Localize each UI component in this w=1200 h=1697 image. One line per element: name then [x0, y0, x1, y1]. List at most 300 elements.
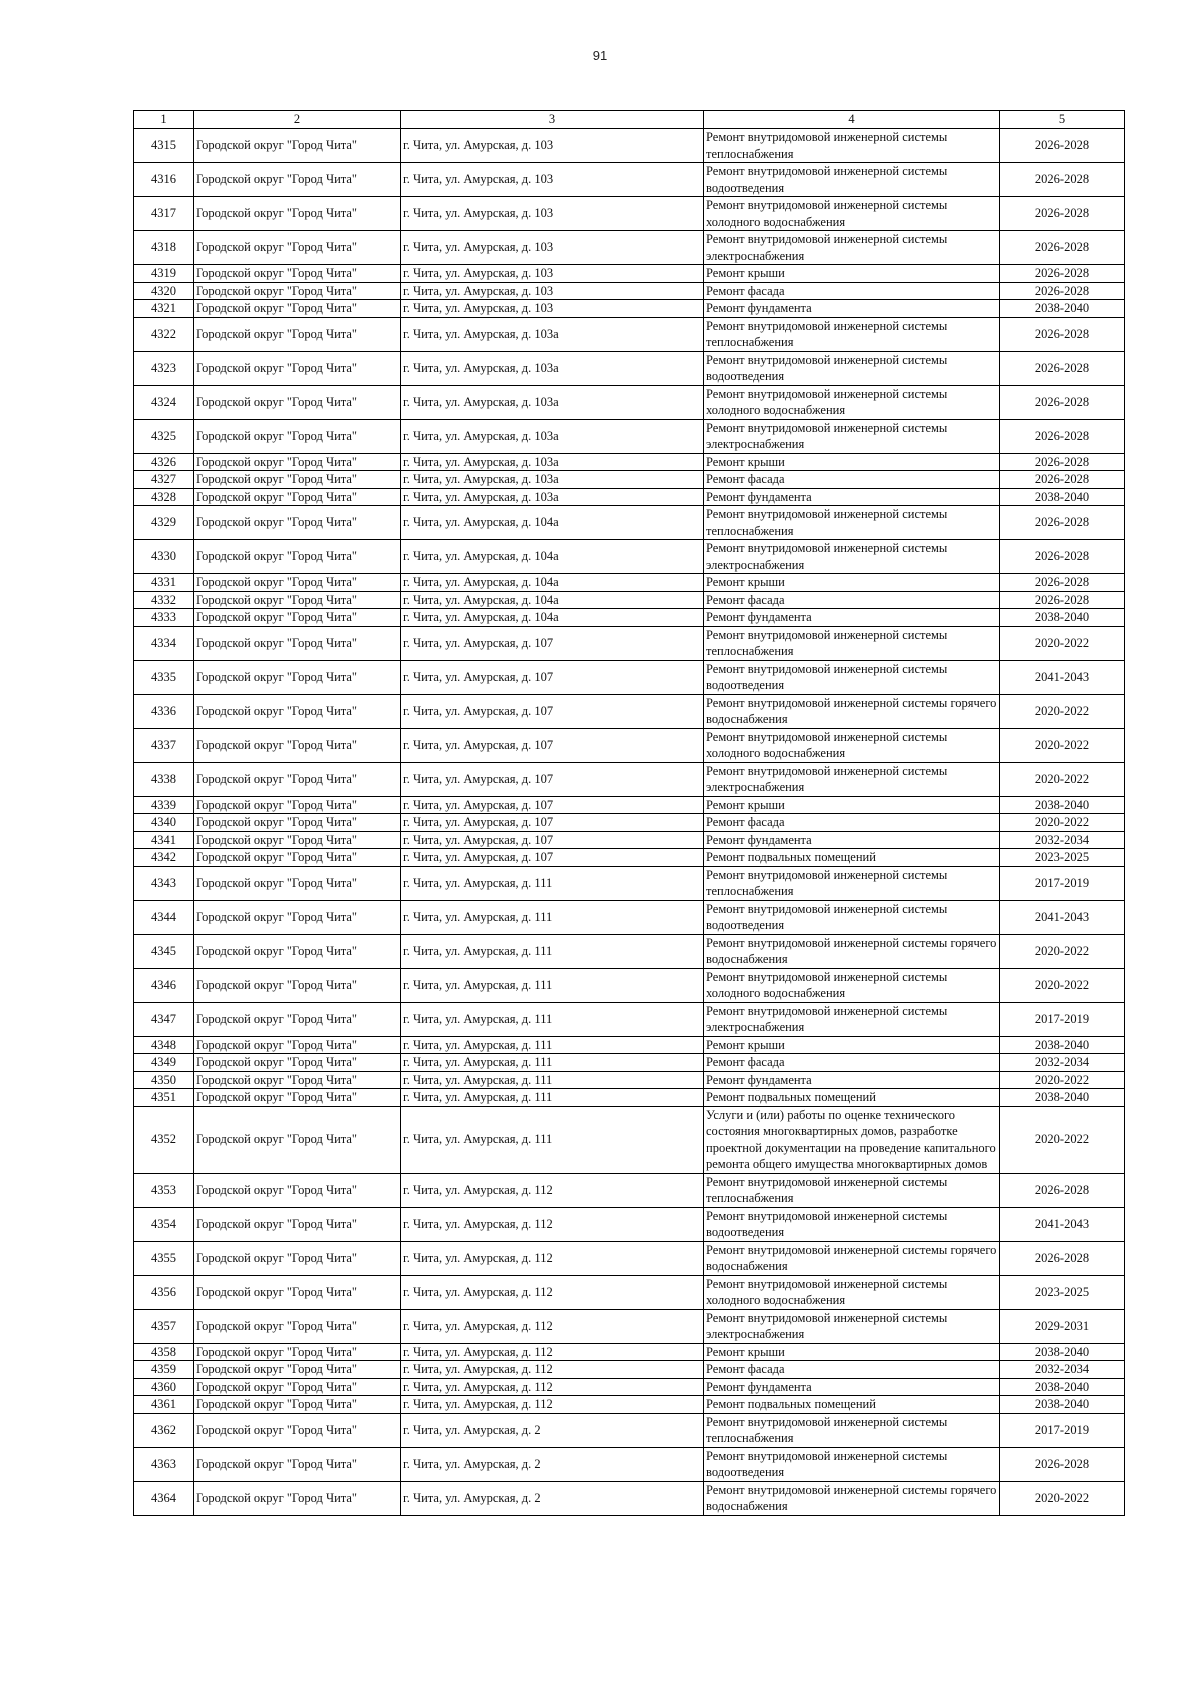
municipality-cell: Городской округ "Город Чита": [194, 1481, 401, 1515]
column-header-address: 3: [401, 111, 704, 129]
row-number-cell: 4348: [134, 1036, 194, 1054]
address-cell: г. Чита, ул. Амурская, д. 111: [401, 900, 704, 934]
period-cell: 2017-2019: [1000, 1002, 1125, 1036]
address-cell: г. Чита, ул. Амурская, д. 111: [401, 1054, 704, 1072]
row-number-cell: 4326: [134, 453, 194, 471]
period-cell: 2041-2043: [1000, 900, 1125, 934]
row-number-cell: 4325: [134, 419, 194, 453]
municipality-cell: Городской округ "Город Чита": [194, 796, 401, 814]
address-cell: г. Чита, ул. Амурская, д. 112: [401, 1173, 704, 1207]
table-row: [134, 129, 1125, 163]
address-cell: г. Чита, ул. Амурская, д. 112: [401, 1241, 704, 1275]
work-type-cell: Ремонт внутридомовой инженерной системы водоотведения: [704, 351, 1000, 385]
row-number-cell: 4316: [134, 163, 194, 197]
period-cell: 2026-2028: [1000, 351, 1125, 385]
row-number-cell: 4343: [134, 866, 194, 900]
work-type-cell: Ремонт подвальных помещений: [704, 1089, 1000, 1107]
table-row: [134, 300, 1125, 318]
municipality-cell: Городской округ "Город Чита": [194, 471, 401, 489]
work-type-cell: Ремонт внутридомовой инженерной системы холодного водоснабжения: [704, 385, 1000, 419]
row-number-cell: 4328: [134, 488, 194, 506]
table-row: [134, 385, 1125, 419]
municipality-cell: Городской округ "Город Чита": [194, 300, 401, 318]
table-row: [134, 762, 1125, 796]
table-row: [134, 265, 1125, 283]
row-number-cell: 4320: [134, 282, 194, 300]
row-number-cell: 4318: [134, 231, 194, 265]
table-header-row: [134, 111, 1125, 129]
municipality-cell: Городской округ "Город Чита": [194, 265, 401, 283]
table-row: [134, 591, 1125, 609]
address-cell: г. Чита, ул. Амурская, д. 111: [401, 934, 704, 968]
table-row: [134, 317, 1125, 351]
period-cell: 2032-2034: [1000, 1361, 1125, 1379]
row-number-cell: 4321: [134, 300, 194, 318]
period-cell: 2029-2031: [1000, 1309, 1125, 1343]
address-cell: г. Чита, ул. Амурская, д. 104а: [401, 574, 704, 592]
municipality-cell: Городской округ "Город Чита": [194, 762, 401, 796]
table-row: [134, 1241, 1125, 1275]
row-number-cell: 4331: [134, 574, 194, 592]
table-row: [134, 1396, 1125, 1414]
row-number-cell: 4319: [134, 265, 194, 283]
municipality-cell: Городской округ "Город Чита": [194, 900, 401, 934]
work-type-cell: Ремонт внутридомовой инженерной системы теплоснабжения: [704, 129, 1000, 163]
address-cell: г. Чита, ул. Амурская, д. 112: [401, 1396, 704, 1414]
period-cell: 2026-2028: [1000, 163, 1125, 197]
municipality-cell: Городской округ "Город Чита": [194, 934, 401, 968]
address-cell: г. Чита, ул. Амурская, д. 2: [401, 1447, 704, 1481]
column-header-work: 4: [704, 111, 1000, 129]
municipality-cell: Городской округ "Город Чита": [194, 968, 401, 1002]
row-number-cell: 4330: [134, 540, 194, 574]
work-type-cell: Ремонт внутридомовой инженерной системы электроснабжения: [704, 231, 1000, 265]
work-type-cell: Ремонт внутридомовой инженерной системы теплоснабжения: [704, 626, 1000, 660]
row-number-cell: 4360: [134, 1378, 194, 1396]
period-cell: 2020-2022: [1000, 1481, 1125, 1515]
work-type-cell: Ремонт фасада: [704, 282, 1000, 300]
work-type-cell: Ремонт крыши: [704, 574, 1000, 592]
period-cell: 2026-2028: [1000, 453, 1125, 471]
period-cell: 2023-2025: [1000, 1275, 1125, 1309]
work-type-cell: Ремонт фундамента: [704, 488, 1000, 506]
address-cell: г. Чита, ул. Амурская, д. 2: [401, 1481, 704, 1515]
address-cell: г. Чита, ул. Амурская, д. 103а: [401, 317, 704, 351]
work-type-cell: Ремонт крыши: [704, 1036, 1000, 1054]
municipality-cell: Городской округ "Город Чита": [194, 506, 401, 540]
address-cell: г. Чита, ул. Амурская, д. 112: [401, 1207, 704, 1241]
row-number-cell: 4336: [134, 694, 194, 728]
period-cell: 2026-2028: [1000, 231, 1125, 265]
address-cell: г. Чита, ул. Амурская, д. 103: [401, 163, 704, 197]
work-type-cell: Ремонт внутридомовой инженерной системы водоотведения: [704, 900, 1000, 934]
address-cell: г. Чита, ул. Амурская, д. 107: [401, 831, 704, 849]
work-type-cell: Ремонт внутридомовой инженерной системы холодного водоснабжения: [704, 1275, 1000, 1309]
work-type-cell: Ремонт внутридомовой инженерной системы электроснабжения: [704, 1002, 1000, 1036]
work-type-cell: Ремонт внутридомовой инженерной системы водоотведения: [704, 1207, 1000, 1241]
address-cell: г. Чита, ул. Амурская, д. 103: [401, 197, 704, 231]
period-cell: 2038-2040: [1000, 1089, 1125, 1107]
table-row: [134, 814, 1125, 832]
table-row: [134, 231, 1125, 265]
municipality-cell: Городской округ "Город Чита": [194, 831, 401, 849]
municipality-cell: Городской округ "Город Чита": [194, 385, 401, 419]
row-number-cell: 4334: [134, 626, 194, 660]
period-cell: 2017-2019: [1000, 866, 1125, 900]
work-type-cell: Ремонт подвальных помещений: [704, 849, 1000, 867]
table-row: [134, 660, 1125, 694]
page-number: 91: [592, 48, 608, 63]
table-row: [134, 1361, 1125, 1379]
address-cell: г. Чита, ул. Амурская, д. 107: [401, 660, 704, 694]
address-cell: г. Чита, ул. Амурская, д. 111: [401, 1106, 704, 1173]
period-cell: 2032-2034: [1000, 831, 1125, 849]
period-cell: 2041-2043: [1000, 1207, 1125, 1241]
address-cell: г. Чита, ул. Амурская, д. 112: [401, 1275, 704, 1309]
municipality-cell: Городской округ "Город Чита": [194, 866, 401, 900]
municipality-cell: Городской округ "Город Чита": [194, 1447, 401, 1481]
table-row: [134, 1089, 1125, 1107]
table-row: [134, 968, 1125, 1002]
address-cell: г. Чита, ул. Амурская, д. 103а: [401, 453, 704, 471]
municipality-cell: Городской округ "Город Чита": [194, 1071, 401, 1089]
work-type-cell: Ремонт внутридомовой инженерной системы электроснабжения: [704, 762, 1000, 796]
work-type-cell: Ремонт внутридомовой инженерной системы теплоснабжения: [704, 866, 1000, 900]
row-number-cell: 4347: [134, 1002, 194, 1036]
period-cell: 2038-2040: [1000, 488, 1125, 506]
period-cell: 2026-2028: [1000, 197, 1125, 231]
table-row: [134, 934, 1125, 968]
municipality-cell: Городской округ "Город Чита": [194, 694, 401, 728]
address-cell: г. Чита, ул. Амурская, д. 104а: [401, 540, 704, 574]
work-type-cell: Ремонт крыши: [704, 1343, 1000, 1361]
row-number-cell: 4357: [134, 1309, 194, 1343]
period-cell: 2032-2034: [1000, 1054, 1125, 1072]
table-row: [134, 1071, 1125, 1089]
row-number-cell: 4335: [134, 660, 194, 694]
work-type-cell: Ремонт фасада: [704, 1054, 1000, 1072]
row-number-cell: 4350: [134, 1071, 194, 1089]
period-cell: 2026-2028: [1000, 282, 1125, 300]
period-cell: 2026-2028: [1000, 265, 1125, 283]
address-cell: г. Чита, ул. Амурская, д. 107: [401, 762, 704, 796]
address-cell: г. Чита, ул. Амурская, д. 107: [401, 796, 704, 814]
period-cell: 2026-2028: [1000, 129, 1125, 163]
period-cell: 2026-2028: [1000, 506, 1125, 540]
row-number-cell: 4342: [134, 849, 194, 867]
period-cell: 2020-2022: [1000, 626, 1125, 660]
address-cell: г. Чита, ул. Амурская, д. 103: [401, 300, 704, 318]
table-row: [134, 831, 1125, 849]
municipality-cell: Городской округ "Город Чита": [194, 660, 401, 694]
address-cell: г. Чита, ул. Амурская, д. 103а: [401, 351, 704, 385]
period-cell: 2020-2022: [1000, 694, 1125, 728]
address-cell: г. Чита, ул. Амурская, д. 107: [401, 626, 704, 660]
period-cell: 2020-2022: [1000, 814, 1125, 832]
table-row: [134, 197, 1125, 231]
address-cell: г. Чита, ул. Амурская, д. 104а: [401, 506, 704, 540]
address-cell: г. Чита, ул. Амурская, д. 103: [401, 282, 704, 300]
municipality-cell: Городской округ "Город Чита": [194, 609, 401, 627]
table-row: [134, 1106, 1125, 1173]
table-row: [134, 1447, 1125, 1481]
row-number-cell: 4346: [134, 968, 194, 1002]
work-type-cell: Ремонт внутридомовой инженерной системы электроснабжения: [704, 419, 1000, 453]
period-cell: 2026-2028: [1000, 385, 1125, 419]
row-number-cell: 4352: [134, 1106, 194, 1173]
work-type-cell: Ремонт фасада: [704, 1361, 1000, 1379]
table-row: [134, 1054, 1125, 1072]
row-number-cell: 4332: [134, 591, 194, 609]
municipality-cell: Городской округ "Город Чита": [194, 1396, 401, 1414]
municipality-cell: Городской округ "Город Чита": [194, 197, 401, 231]
work-type-cell: Ремонт внутридомовой инженерной системы теплоснабжения: [704, 1413, 1000, 1447]
work-type-cell: Ремонт фасада: [704, 471, 1000, 489]
period-cell: 2020-2022: [1000, 728, 1125, 762]
row-number-cell: 4322: [134, 317, 194, 351]
row-number-cell: 4327: [134, 471, 194, 489]
table-row: [134, 849, 1125, 867]
work-type-cell: Ремонт фундамента: [704, 831, 1000, 849]
period-cell: 2026-2028: [1000, 419, 1125, 453]
table-row: [134, 1343, 1125, 1361]
table-row: [134, 419, 1125, 453]
period-cell: 2038-2040: [1000, 1396, 1125, 1414]
table-row: [134, 1173, 1125, 1207]
address-cell: г. Чита, ул. Амурская, д. 111: [401, 968, 704, 1002]
row-number-cell: 4329: [134, 506, 194, 540]
work-type-cell: Ремонт фасада: [704, 814, 1000, 832]
row-number-cell: 4358: [134, 1343, 194, 1361]
municipality-cell: Городской округ "Город Чита": [194, 282, 401, 300]
work-type-cell: Ремонт внутридомовой инженерной системы горячего водоснабжения: [704, 1241, 1000, 1275]
municipality-cell: Городской округ "Город Чита": [194, 574, 401, 592]
period-cell: 2038-2040: [1000, 300, 1125, 318]
address-cell: г. Чита, ул. Амурская, д. 111: [401, 1089, 704, 1107]
period-cell: 2038-2040: [1000, 1036, 1125, 1054]
municipality-cell: Городской округ "Город Чита": [194, 419, 401, 453]
period-cell: 2026-2028: [1000, 540, 1125, 574]
work-type-cell: Ремонт внутридомовой инженерной системы теплоснабжения: [704, 317, 1000, 351]
work-type-cell: Ремонт внутридомовой инженерной системы холодного водоснабжения: [704, 728, 1000, 762]
address-cell: г. Чита, ул. Амурская, д. 103а: [401, 471, 704, 489]
row-number-cell: 4359: [134, 1361, 194, 1379]
municipality-cell: Городской округ "Город Чита": [194, 1413, 401, 1447]
work-type-cell: Ремонт фундамента: [704, 609, 1000, 627]
table-row: [134, 1275, 1125, 1309]
address-cell: г. Чита, ул. Амурская, д. 107: [401, 694, 704, 728]
address-cell: г. Чита, ул. Амурская, д. 104а: [401, 609, 704, 627]
municipality-cell: Городской округ "Город Чита": [194, 814, 401, 832]
table-row: [134, 900, 1125, 934]
column-header-number: 1: [134, 111, 194, 129]
table-row: [134, 1413, 1125, 1447]
municipality-cell: Городской округ "Город Чита": [194, 626, 401, 660]
address-cell: г. Чита, ул. Амурская, д. 103а: [401, 488, 704, 506]
table-row: [134, 351, 1125, 385]
period-cell: 2026-2028: [1000, 317, 1125, 351]
row-number-cell: 4317: [134, 197, 194, 231]
row-number-cell: 4354: [134, 1207, 194, 1241]
table-row: [134, 471, 1125, 489]
table-row: [134, 163, 1125, 197]
municipality-cell: Городской округ "Город Чита": [194, 231, 401, 265]
period-cell: 2026-2028: [1000, 574, 1125, 592]
period-cell: 2017-2019: [1000, 1413, 1125, 1447]
table-row: [134, 540, 1125, 574]
municipality-cell: Городской округ "Город Чита": [194, 728, 401, 762]
address-cell: г. Чита, ул. Амурская, д. 107: [401, 814, 704, 832]
municipality-cell: Городской округ "Город Чита": [194, 1173, 401, 1207]
work-type-cell: Ремонт внутридомовой инженерной системы электроснабжения: [704, 1309, 1000, 1343]
column-header-period: 5: [1000, 111, 1125, 129]
row-number-cell: 4349: [134, 1054, 194, 1072]
municipality-cell: Городской округ "Город Чита": [194, 1054, 401, 1072]
municipality-cell: Городской округ "Город Чита": [194, 1106, 401, 1173]
period-cell: 2026-2028: [1000, 1447, 1125, 1481]
municipality-cell: Городской округ "Город Чита": [194, 1207, 401, 1241]
municipality-cell: Городской округ "Город Чита": [194, 1275, 401, 1309]
address-cell: г. Чита, ул. Амурская, д. 111: [401, 1071, 704, 1089]
work-type-cell: Ремонт внутридомовой инженерной системы водоотведения: [704, 163, 1000, 197]
work-type-cell: Ремонт внутридомовой инженерной системы водоотведения: [704, 660, 1000, 694]
table-body: [134, 129, 1125, 1516]
table-row: [134, 1481, 1125, 1515]
row-number-cell: 4333: [134, 609, 194, 627]
address-cell: г. Чита, ул. Амурская, д. 112: [401, 1343, 704, 1361]
period-cell: 2041-2043: [1000, 660, 1125, 694]
table-row: [134, 796, 1125, 814]
municipality-cell: Городской округ "Город Чита": [194, 1361, 401, 1379]
table-row: [134, 626, 1125, 660]
address-cell: г. Чита, ул. Амурская, д. 111: [401, 1002, 704, 1036]
municipality-cell: Городской округ "Город Чита": [194, 163, 401, 197]
period-cell: 2038-2040: [1000, 1378, 1125, 1396]
work-type-cell: Ремонт фундамента: [704, 1071, 1000, 1089]
address-cell: г. Чита, ул. Амурская, д. 112: [401, 1309, 704, 1343]
row-number-cell: 4356: [134, 1275, 194, 1309]
address-cell: г. Чита, ул. Амурская, д. 112: [401, 1378, 704, 1396]
address-cell: г. Чита, ул. Амурская, д. 107: [401, 849, 704, 867]
row-number-cell: 4345: [134, 934, 194, 968]
address-cell: г. Чита, ул. Амурская, д. 103: [401, 265, 704, 283]
row-number-cell: 4355: [134, 1241, 194, 1275]
municipality-cell: Городской округ "Город Чита": [194, 1343, 401, 1361]
work-type-cell: Ремонт фундамента: [704, 1378, 1000, 1396]
period-cell: 2026-2028: [1000, 1173, 1125, 1207]
work-type-cell: Ремонт крыши: [704, 796, 1000, 814]
address-cell: г. Чита, ул. Амурская, д. 112: [401, 1361, 704, 1379]
row-number-cell: 4364: [134, 1481, 194, 1515]
address-cell: г. Чита, ул. Амурская, д. 107: [401, 728, 704, 762]
work-type-cell: Ремонт внутридомовой инженерной системы холодного водоснабжения: [704, 197, 1000, 231]
table-row: [134, 282, 1125, 300]
work-type-cell: Ремонт крыши: [704, 265, 1000, 283]
work-type-cell: Ремонт внутридомовой инженерной системы горячего водоснабжения: [704, 934, 1000, 968]
work-type-cell: Ремонт крыши: [704, 453, 1000, 471]
municipality-cell: Городской округ "Город Чита": [194, 351, 401, 385]
table-row: [134, 1309, 1125, 1343]
municipality-cell: Городской округ "Город Чита": [194, 1002, 401, 1036]
address-cell: г. Чита, ул. Амурская, д. 103а: [401, 419, 704, 453]
row-number-cell: 4362: [134, 1413, 194, 1447]
municipality-cell: Городской округ "Город Чита": [194, 453, 401, 471]
work-type-cell: Услуги и (или) работы по оценке технического состояния многоквартирных домов, разработке проектной документации на проведение капитального ремонта общего имущества многоквартирных домов: [704, 1106, 1000, 1173]
period-cell: 2038-2040: [1000, 609, 1125, 627]
municipality-cell: Городской округ "Город Чита": [194, 1241, 401, 1275]
municipality-cell: Городской округ "Город Чита": [194, 129, 401, 163]
address-cell: г. Чита, ул. Амурская, д. 104а: [401, 591, 704, 609]
municipality-cell: Городской округ "Город Чита": [194, 1036, 401, 1054]
works-table: [133, 110, 1125, 1516]
row-number-cell: 4351: [134, 1089, 194, 1107]
address-cell: г. Чита, ул. Амурская, д. 111: [401, 866, 704, 900]
period-cell: 2020-2022: [1000, 934, 1125, 968]
work-type-cell: Ремонт внутридомовой инженерной системы водоотведения: [704, 1447, 1000, 1481]
table-row: [134, 453, 1125, 471]
row-number-cell: 4341: [134, 831, 194, 849]
table-row: [134, 728, 1125, 762]
address-cell: г. Чита, ул. Амурская, д. 2: [401, 1413, 704, 1447]
row-number-cell: 4353: [134, 1173, 194, 1207]
row-number-cell: 4323: [134, 351, 194, 385]
work-type-cell: Ремонт внутридомовой инженерной системы горячего водоснабжения: [704, 694, 1000, 728]
municipality-cell: Городской округ "Город Чита": [194, 1309, 401, 1343]
table-row: [134, 694, 1125, 728]
municipality-cell: Городской округ "Город Чита": [194, 317, 401, 351]
table-row: [134, 488, 1125, 506]
row-number-cell: 4344: [134, 900, 194, 934]
period-cell: 2026-2028: [1000, 1241, 1125, 1275]
table-row: [134, 506, 1125, 540]
row-number-cell: 4315: [134, 129, 194, 163]
municipality-cell: Городской округ "Город Чита": [194, 488, 401, 506]
period-cell: 2020-2022: [1000, 762, 1125, 796]
address-cell: г. Чита, ул. Амурская, д. 111: [401, 1036, 704, 1054]
period-cell: 2038-2040: [1000, 796, 1125, 814]
table-row: [134, 1036, 1125, 1054]
period-cell: 2026-2028: [1000, 471, 1125, 489]
table-row: [134, 1378, 1125, 1396]
municipality-cell: Городской округ "Город Чита": [194, 540, 401, 574]
table-row: [134, 574, 1125, 592]
address-cell: г. Чита, ул. Амурская, д. 103а: [401, 385, 704, 419]
work-type-cell: Ремонт фундамента: [704, 300, 1000, 318]
period-cell: 2020-2022: [1000, 968, 1125, 1002]
period-cell: 2026-2028: [1000, 591, 1125, 609]
row-number-cell: 4324: [134, 385, 194, 419]
address-cell: г. Чита, ул. Амурская, д. 103: [401, 129, 704, 163]
row-number-cell: 4340: [134, 814, 194, 832]
table-row: [134, 866, 1125, 900]
work-type-cell: Ремонт внутридомовой инженерной системы электроснабжения: [704, 540, 1000, 574]
address-cell: г. Чита, ул. Амурская, д. 103: [401, 231, 704, 265]
work-type-cell: Ремонт внутридомовой инженерной системы теплоснабжения: [704, 1173, 1000, 1207]
period-cell: 2038-2040: [1000, 1343, 1125, 1361]
row-number-cell: 4338: [134, 762, 194, 796]
period-cell: 2023-2025: [1000, 849, 1125, 867]
period-cell: 2020-2022: [1000, 1071, 1125, 1089]
table-row: [134, 609, 1125, 627]
period-cell: 2020-2022: [1000, 1106, 1125, 1173]
row-number-cell: 4339: [134, 796, 194, 814]
work-type-cell: Ремонт внутридомовой инженерной системы теплоснабжения: [704, 506, 1000, 540]
row-number-cell: 4361: [134, 1396, 194, 1414]
municipality-cell: Городской округ "Город Чита": [194, 591, 401, 609]
table-row: [134, 1207, 1125, 1241]
work-type-cell: Ремонт внутридомовой инженерной системы холодного водоснабжения: [704, 968, 1000, 1002]
row-number-cell: 4363: [134, 1447, 194, 1481]
